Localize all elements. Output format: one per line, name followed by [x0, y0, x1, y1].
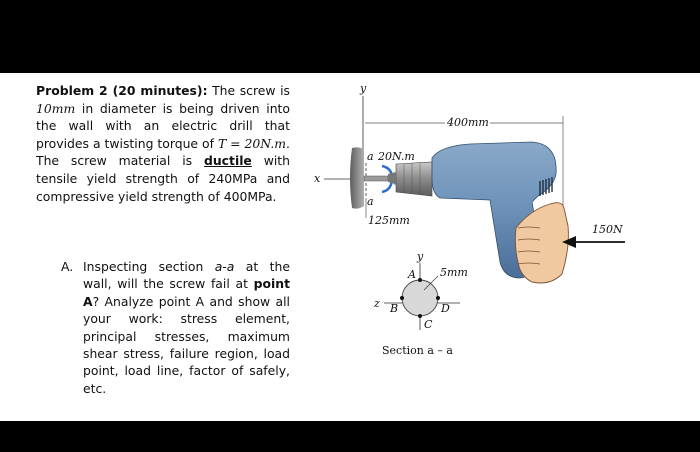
tensile-strength: 240MPa — [208, 170, 258, 186]
part-a-marker: A. — [61, 259, 74, 274]
problem-text-6: . — [272, 188, 277, 204]
wall — [350, 147, 364, 208]
point-a-label: A — [408, 268, 416, 281]
ductile-term: ductile — [203, 153, 252, 169]
section-a-upper-label: a — [367, 150, 374, 163]
section-z-label: z — [374, 297, 380, 310]
problem-statement — [36, 82, 290, 205]
point-d-label: D — [441, 302, 450, 315]
point-a-term: point A — [83, 276, 290, 309]
dim-400-label: 400mm — [447, 116, 489, 129]
problem-text-2: in diameter is being driven into the wall with an electric drill that provides a twisting torque of — [36, 100, 290, 151]
problem-text-1: The screw is — [207, 83, 290, 98]
point-c-label: C — [424, 318, 433, 331]
screw — [364, 176, 388, 181]
radius-label: 5mm — [440, 266, 468, 279]
point-a-dot — [418, 278, 422, 282]
point-d-dot — [436, 296, 440, 300]
problem-text-3: . The screw material is — [36, 135, 290, 169]
problem-text-5: and compressive yield strength of — [36, 170, 291, 204]
section-caption: Section a – a — [382, 344, 453, 357]
part-a-text-2: at the wall, will the screw fail at — [83, 259, 290, 292]
part-a-text — [83, 258, 290, 397]
x-axis-label: x — [314, 172, 321, 185]
diameter-value: 10mm — [36, 100, 76, 116]
torque-label: 20N.m — [378, 150, 415, 163]
force-label: 150N — [592, 223, 623, 236]
section-name: a-a — [214, 259, 235, 274]
section-a-lower-label: a — [367, 195, 374, 208]
compressive-strength: 400MPa — [223, 188, 273, 204]
y-axis-label: y — [360, 82, 367, 95]
dim-125-label: 125mm — [368, 214, 410, 227]
drill-chuck — [396, 162, 432, 196]
part-a-text-1: Inspecting section — [83, 259, 215, 274]
problem-heading: Problem 2 (20 minutes): — [36, 83, 208, 98]
torque-value: T = 20N.m — [217, 135, 287, 151]
section-circle — [402, 280, 438, 316]
drill-figure — [300, 78, 645, 378]
part-a-text-3: ? Analyze point A and show all your work: stress element, principal stresses, maximum shear stress, failure region, load point, load line, factor of safely, etc. — [83, 293, 290, 396]
section-y-label: y — [417, 250, 424, 263]
problem-text-4: with tensile yield strength of — [36, 153, 290, 186]
point-c-dot — [418, 314, 422, 318]
point-b-dot — [400, 296, 404, 300]
point-b-label: B — [390, 302, 399, 315]
